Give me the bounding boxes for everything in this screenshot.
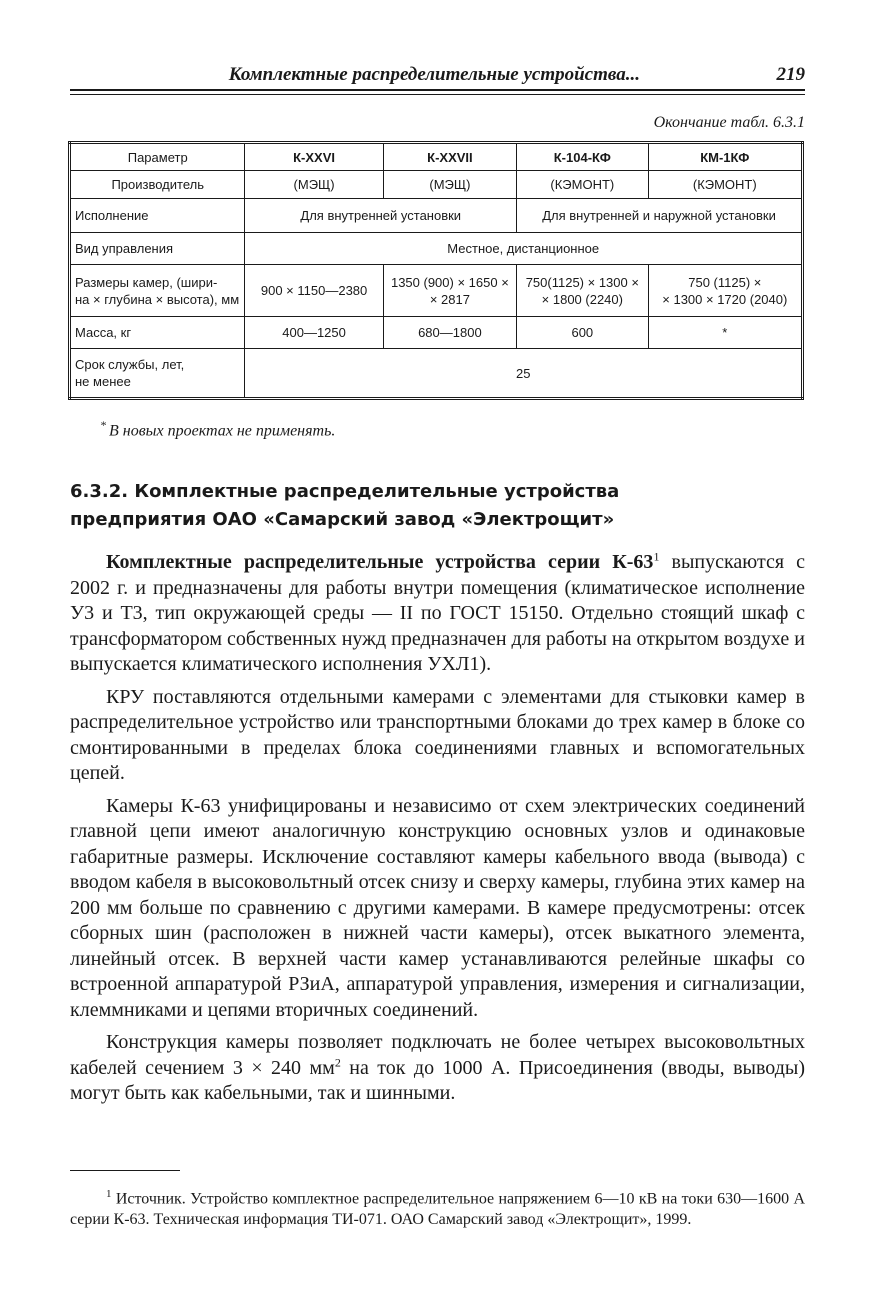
row-dimensions [70, 265, 803, 317]
superscript: 2 [334, 1054, 341, 1069]
paragraph: КРУ поставляются отдельными камерами с элементами для стыковки камер в распределительное устройство или транспортными блоками до трех камер в блоке со смонтированными в пределах блока соединениями главных и вспомогательных цепей. [70, 685, 805, 784]
cell-line: 750 (1125) × [688, 274, 762, 290]
row-manufacturer [70, 171, 803, 199]
table-cell: 25 [245, 349, 803, 399]
table-cell: 680—1800 [383, 317, 516, 349]
table-cell: 900 × 1150—2380 [245, 265, 383, 317]
table-cell: (МЭЩ) [383, 171, 516, 199]
table-cell: * [648, 317, 802, 349]
header-rule-thin [70, 94, 805, 95]
section-heading-line: предприятия ОАО «Самарский завод «Электрощит» [70, 509, 615, 530]
paragraph [70, 1030, 805, 1107]
table-cell [383, 265, 516, 317]
row-label: Исполнение [70, 199, 245, 233]
table-cell: Местное, дистанционное [245, 233, 803, 265]
paragraph-text: на ток до 1000 А. Присоединения (вводы, выводы) могут быть как кабельными, так и шинными. [70, 1056, 806, 1104]
table-cell: Для внутренней и наружной установки [517, 199, 803, 233]
footnote-text: Источник. Устройство комплектное распределительное напряжением 6—10 кВ на токи 630—1600 А серии К-63. Техническая информация ТИ-071. ОАО Самарский завод «Электрощит», 1999. [70, 1190, 805, 1229]
table-caption: Окончание табл. 6.3.1 [653, 114, 805, 131]
cell-line: × 2817 [429, 291, 470, 307]
note-mark: * [100, 418, 106, 432]
row-mass [70, 317, 803, 349]
header-cell-k27: К-XXVII [383, 143, 516, 171]
section-heading-line: 6.3.2. Комплектные распределительные устройства [70, 481, 620, 502]
table-note [100, 418, 335, 440]
cell-line: × 1300 × 1720 (2040) [662, 291, 788, 307]
row-label [70, 349, 245, 399]
paragraph [70, 550, 805, 678]
footnote-mark: 1 [106, 1188, 112, 1200]
footnote-rule [70, 1170, 180, 1171]
row-execution [70, 199, 803, 233]
cell-line: 1350 (900) × 1650 × [390, 274, 509, 290]
running-title: Комплектные распределительные устройства... [228, 64, 640, 85]
table-cell: Для внутренней установки [245, 199, 517, 233]
row-label-line: Срок службы, лет, [75, 357, 185, 372]
row-label: Вид управления [70, 233, 245, 265]
row-label-line: на × глубина × высота), мм [75, 291, 240, 307]
table-cell: (КЭМОНТ) [648, 171, 802, 199]
paragraph: Камеры К-63 унифицированы и независимо от схем электрических соединений главной цепи имеют аналогичную конструкцию основных узлов и одинаковые габаритные размеры. Исключение составляют камеры кабельного ввода (вывода) с вводом кабеля в высоковольтный отсек снизу и сверху камеры, глубина этих камер на 200 мм больше по сравнению с другими камерами. В камере предусмотрены: отсек сборных шин (расположен в нижней части камеры), отсек выкатного элемента, линейный отсек. В верхней части камер устанавливаются релейные шкафы со встроенной аппаратурой РЗиА, аппаратурой управления, измерения и сигнализации, клеммниками и цепями вторичных соединений. [70, 794, 805, 1021]
header-cell-parameter: Параметр [70, 143, 245, 171]
row-label: Масса, кг [70, 317, 245, 349]
section-heading [70, 478, 805, 534]
row-label-line: не менее [75, 374, 131, 389]
row-label: Производитель [70, 171, 245, 199]
table-cell [648, 265, 802, 317]
header-cell-k104: К-104-КФ [517, 143, 649, 171]
table-header-row [70, 143, 803, 171]
body-text [70, 550, 805, 1114]
spec-table [68, 141, 804, 400]
header-rule-thick [70, 89, 805, 91]
row-label-line: Размеры камер, (шири- [75, 274, 218, 290]
footnote-ref: 1 [653, 549, 660, 564]
paragraph-text: Конструкция камеры позволяет подключать не более четырех высоковольтных кабелей сечением 3 × 240 мм [70, 1031, 805, 1079]
header-cell-km1: КМ-1КФ [648, 143, 802, 171]
page-number: 219 [776, 64, 805, 85]
running-head [70, 58, 805, 92]
spec-table-wrapper [68, 141, 804, 400]
cell-line: × 1800 (2240) [541, 291, 623, 307]
header-cell-k26: К-XXVI [245, 143, 383, 171]
footnote [70, 1184, 805, 1230]
table-cell: (МЭЩ) [245, 171, 383, 199]
table-cell: 400—1250 [245, 317, 383, 349]
bold-lead: Комплектные распределительные устройства серии К-63 [106, 551, 654, 573]
row-control [70, 233, 803, 265]
paragraph-text: выпускаются с 2002 г. и предназначены для работы внутри помещения (климатическое исполнение У3 и Т3, тип окружающей среды — II по ГОСТ 15150. Отдельно стоящий шкаф с трансформатором собственных нужд предназначен для работы на открытом воздухе и выпускается климатического исполнения УХЛ1). [70, 551, 805, 675]
table-cell [517, 265, 649, 317]
cell-line: 750(1125) × 1300 × [525, 274, 639, 290]
table-cell: (КЭМОНТ) [517, 171, 649, 199]
row-service-life [70, 349, 803, 399]
row-label [70, 265, 245, 317]
note-text: В новых проектах не применять. [109, 422, 336, 440]
table-cell: 600 [517, 317, 649, 349]
